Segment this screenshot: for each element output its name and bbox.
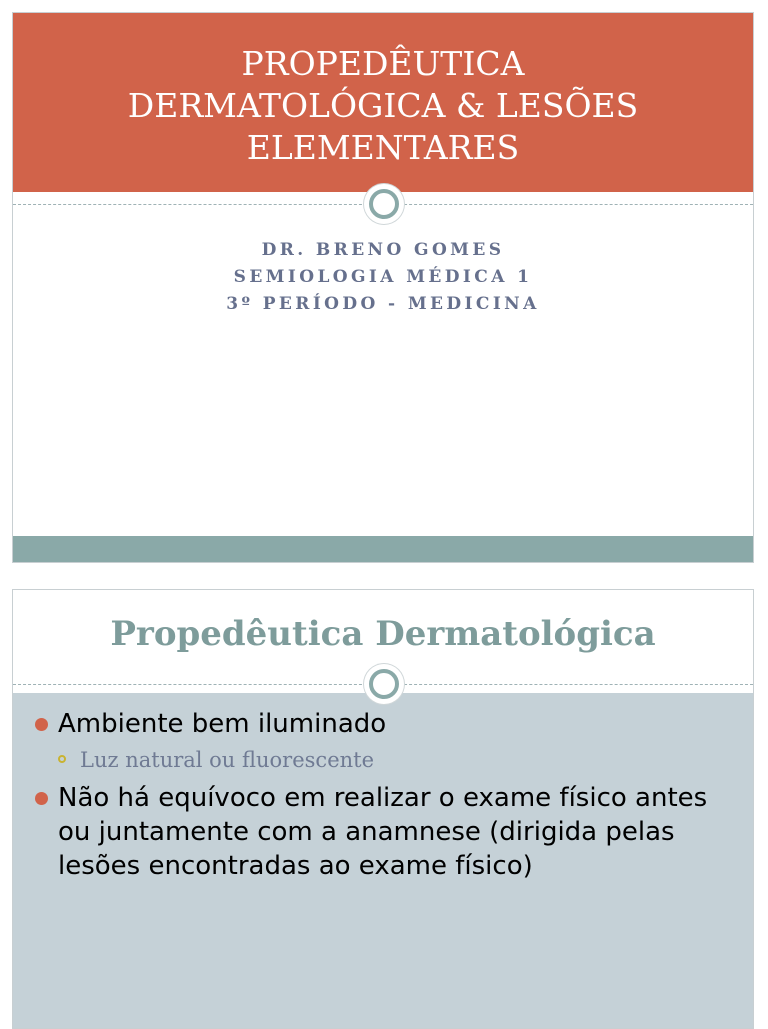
bullet-list xyxy=(13,693,753,883)
bullet-text: Não há equívoco em realizar o exame físico antes ou juntamente com a anamnese (dirigida pelas lesões encontradas ao exame físico) xyxy=(58,783,708,881)
sub-bullet-text: Luz natural ou fluorescente xyxy=(80,748,375,772)
slide-title xyxy=(128,37,638,169)
slide-subtitle xyxy=(13,237,753,318)
bullet-text: Ambiente bem iluminado xyxy=(58,709,387,739)
slide-body xyxy=(13,693,753,1028)
hollow-circle-bullet-icon xyxy=(58,755,66,763)
bullet-item xyxy=(13,707,753,741)
title-line: PROPEDÊUTICA xyxy=(241,43,525,83)
bullet-item xyxy=(13,781,753,883)
ring-ornament-icon xyxy=(364,664,404,704)
slide-title: Propedêutica Dermatológica xyxy=(110,614,656,654)
footer-bar xyxy=(13,536,753,562)
filled-circle-bullet-icon xyxy=(35,792,48,805)
subtitle-line: 3º PERÍODO - MEDICINA xyxy=(226,294,540,314)
ring-ornament-icon xyxy=(364,184,404,224)
title-slide xyxy=(12,12,754,563)
sub-bullet-item xyxy=(13,745,753,775)
subtitle-line: DR. BRENO GOMES xyxy=(261,240,505,260)
title-banner xyxy=(13,13,753,192)
title-line: DERMATOLÓGICA & LESÕES xyxy=(127,85,639,125)
title-line: ELEMENTARES xyxy=(246,127,520,167)
content-slide xyxy=(12,589,754,1029)
subtitle-line: SEMIOLOGIA MÉDICA 1 xyxy=(233,267,533,287)
filled-circle-bullet-icon xyxy=(35,718,48,731)
